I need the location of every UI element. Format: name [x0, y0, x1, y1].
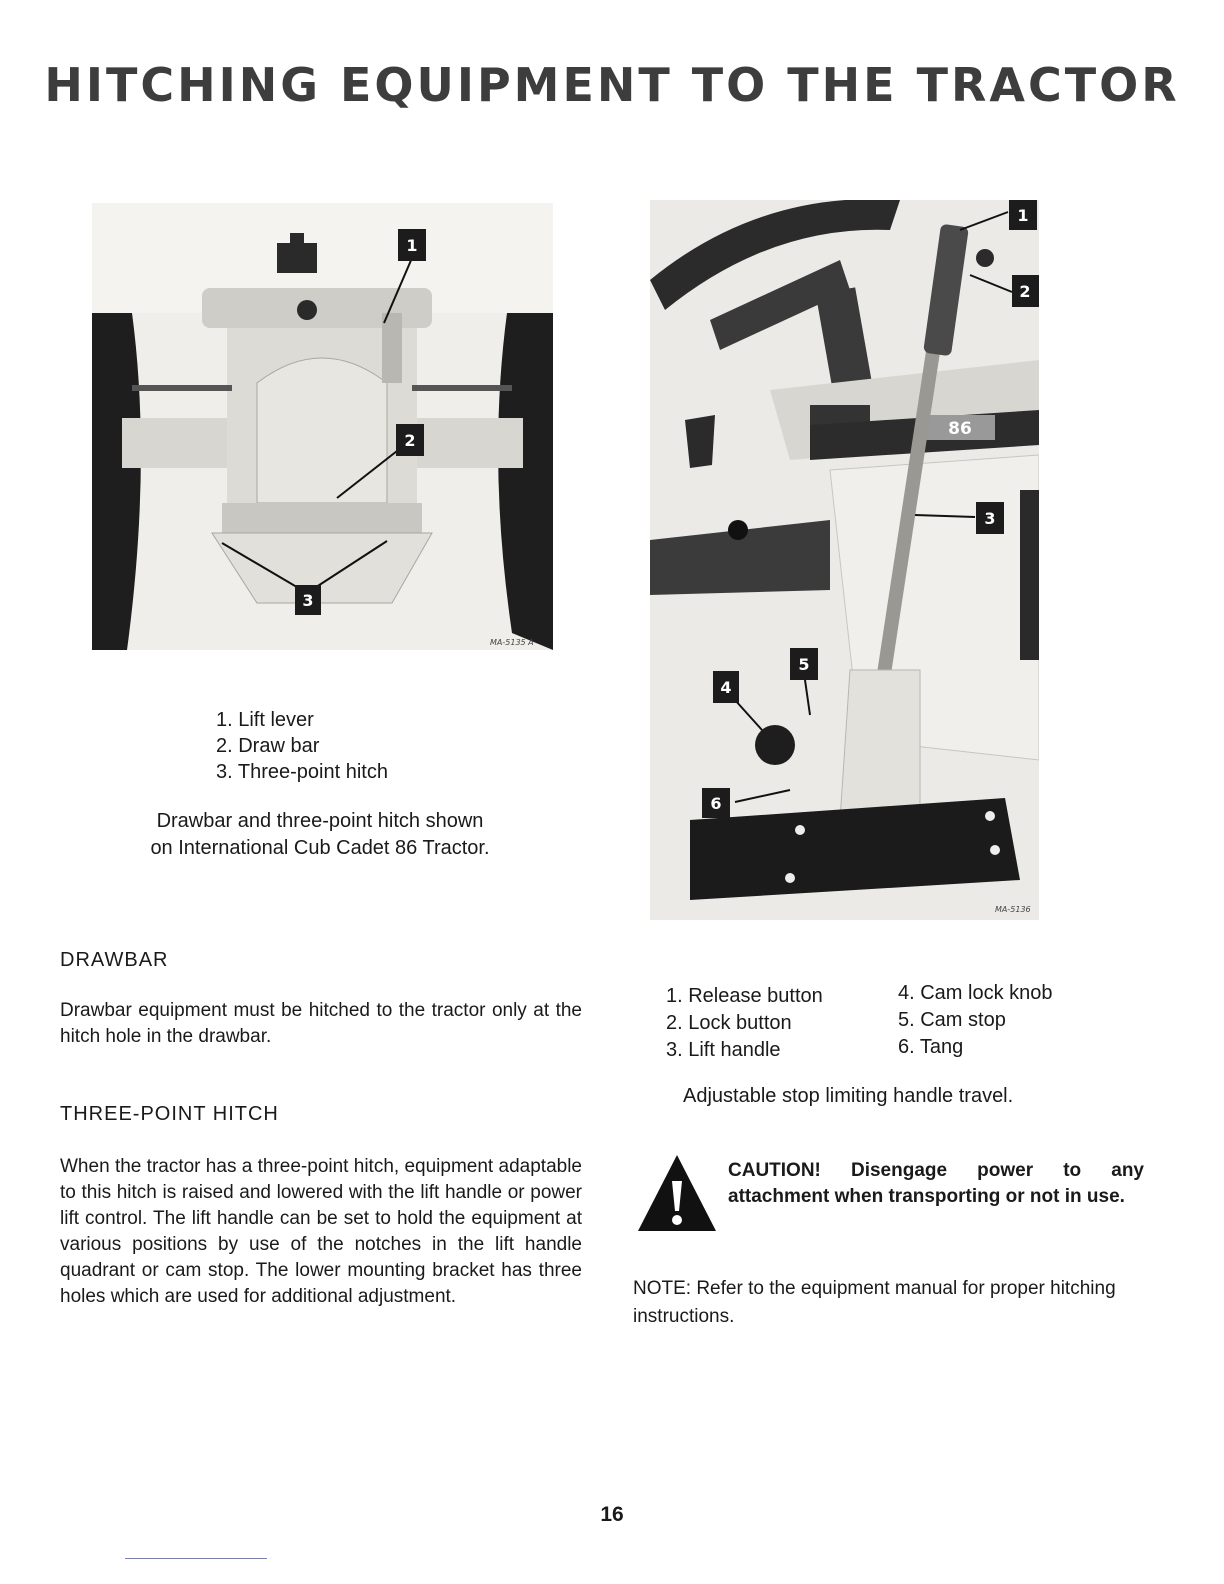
left-figure-caption: Drawbar and three-point hitch shown on International Cub Cadet 86 Tractor. — [150, 810, 490, 859]
right-figure-legend-col2 — [898, 980, 1053, 1061]
lift-handle-illustration — [650, 200, 1039, 920]
legend-item: 1. Release button — [666, 985, 823, 1007]
legend-item: 2. Lock button — [666, 1012, 792, 1034]
svg-text:1: 1 — [406, 236, 418, 255]
svg-text:1: 1 — [1017, 206, 1029, 225]
svg-text:86: 86 — [948, 419, 972, 439]
callout-3 — [976, 502, 1004, 534]
three-point-hitch-paragraph: When the tractor has a three-point hitch, equipment adaptable to this hitch is raised and lowered with the lift handle or power lift control. The lift handle can be set to hold the equipment at various positions by use of the notches in the lift handle quadrant or cam stop. The lower mounting bracket has three holes which are used for additional adjustment. — [60, 1156, 582, 1307]
three-point-hitch-heading: THREE-POINT HITCH — [60, 1103, 279, 1125]
right-figure-caption: Adjustable stop limiting handle travel. — [683, 1085, 1014, 1107]
figure-code: MA-5136 — [995, 905, 1031, 914]
callout-2 — [1012, 275, 1039, 307]
callout-4 — [713, 671, 739, 703]
svg-text:3: 3 — [984, 509, 996, 528]
legend-item: 2. Draw bar — [216, 735, 320, 757]
svg-text:6: 6 — [710, 794, 722, 813]
page-number: 16 — [600, 1503, 624, 1526]
svg-text:2: 2 — [404, 431, 416, 450]
note-text: NOTE: Refer to the equipment manual for proper hitching instructions. — [633, 1278, 1116, 1327]
svg-text:3: 3 — [302, 591, 314, 610]
left-figure-legend — [216, 707, 388, 785]
drawbar-paragraph: Drawbar equipment must be hitched to the tractor only at the hitch hole in the drawbar. — [60, 1000, 582, 1047]
callout-1 — [1009, 200, 1037, 230]
callout-5 — [790, 648, 818, 680]
legend-item: 5. Cam stop — [898, 1009, 1006, 1031]
legend-item: 6. Tang — [898, 1036, 964, 1058]
right-figure-legend-col1 — [666, 983, 823, 1064]
legend-item: 3. Lift handle — [666, 1039, 781, 1061]
callout-3 — [295, 585, 321, 615]
caution-text: CAUTION! Disengage power to any attachment when transporting or not in use. — [728, 1160, 1144, 1207]
warning-triangle-icon — [636, 1153, 718, 1233]
svg-text:4: 4 — [720, 678, 732, 697]
legend-item: 1. Lift lever — [216, 709, 314, 731]
page-title: HITCHING EQUIPMENT TO THE TRACTOR — [44, 58, 1180, 112]
callout-1 — [398, 229, 426, 261]
svg-text:5: 5 — [798, 655, 810, 674]
legend-item: 3. Three-point hitch — [216, 761, 388, 783]
rear-tractor-illustration — [92, 203, 553, 650]
rear-tractor-photo — [92, 203, 553, 650]
svg-text:2: 2 — [1019, 282, 1031, 301]
figure-code: MA-5135 A — [490, 638, 534, 647]
lift-handle-photo — [650, 200, 1039, 920]
legend-item: 4. Cam lock knob — [898, 982, 1053, 1004]
callout-6 — [702, 788, 730, 818]
footer-rule — [125, 1558, 267, 1559]
drawbar-heading: DRAWBAR — [60, 949, 169, 971]
callout-2 — [396, 424, 424, 456]
